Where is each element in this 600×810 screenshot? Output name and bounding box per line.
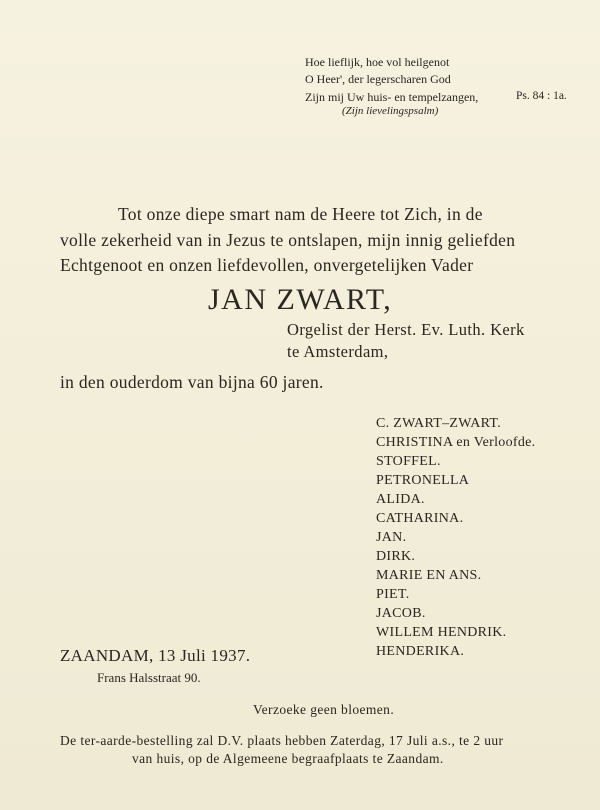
- family-member: CATHARINA.: [376, 511, 464, 526]
- family-member: JACOB.: [376, 606, 426, 621]
- psalm-note: (Zijn lievelingspsalm): [342, 105, 439, 117]
- funeral-line-2: van huis, op de Algemeene begraafplaats te Zaandam.: [132, 751, 444, 766]
- family-member: HENDERIKA.: [376, 644, 465, 659]
- age-line: in den ouderdom van bijna 60 jaren.: [60, 372, 324, 392]
- announcement-line-1: Tot onze diepe smart nam de Heere tot Zich, in de: [118, 204, 483, 224]
- family-member: PETRONELLA: [376, 473, 470, 488]
- family-member: DIRK.: [376, 549, 416, 564]
- deceased-name: JAN ZWART,: [208, 283, 393, 316]
- psalm-line-3: Zijn mij Uw huis- en tempelzangen,: [305, 90, 479, 104]
- psalm-reference: Ps. 84 : 1a.: [516, 90, 567, 102]
- announcement-line-2: volle zekerheid van in Jezus te ontslapen, mijn innig geliefden: [60, 230, 516, 250]
- no-flowers-note: Verzoeke geen bloemen.: [253, 702, 395, 717]
- announcement-line-3: Echtgenoot en onzen liefdevollen, onvergetelijken Vader: [60, 255, 474, 275]
- family-member: C. ZWART–ZWART.: [376, 416, 502, 431]
- family-member: PIET.: [376, 587, 410, 602]
- deceased-title-line-2: te Amsterdam,: [287, 342, 389, 361]
- psalm-line-1: Hoe lieflijk, hoe vol heilgenot: [305, 55, 450, 69]
- family-member: WILLEM HENDRIK.: [376, 625, 507, 640]
- family-member: JAN.: [376, 530, 407, 545]
- address: Frans Halsstraat 90.: [97, 670, 201, 685]
- family-member: CHRISTINA en Verloofde.: [376, 435, 536, 450]
- place-date: ZAANDAM, 13 Juli 1937.: [60, 646, 251, 665]
- psalm-line-2: O Heer', der legerscharen God: [305, 72, 451, 86]
- deceased-title-line-1: Orgelist der Herst. Ev. Luth. Kerk: [287, 320, 525, 339]
- funeral-line-1: De ter-aarde-bestelling zal D.V. plaats hebben Zaterdag, 17 Juli a.s., te 2 uur: [60, 733, 504, 748]
- family-member: MARIE EN ANS.: [376, 568, 482, 583]
- family-member: ALIDA.: [376, 492, 425, 507]
- family-member: STOFFEL.: [376, 454, 441, 469]
